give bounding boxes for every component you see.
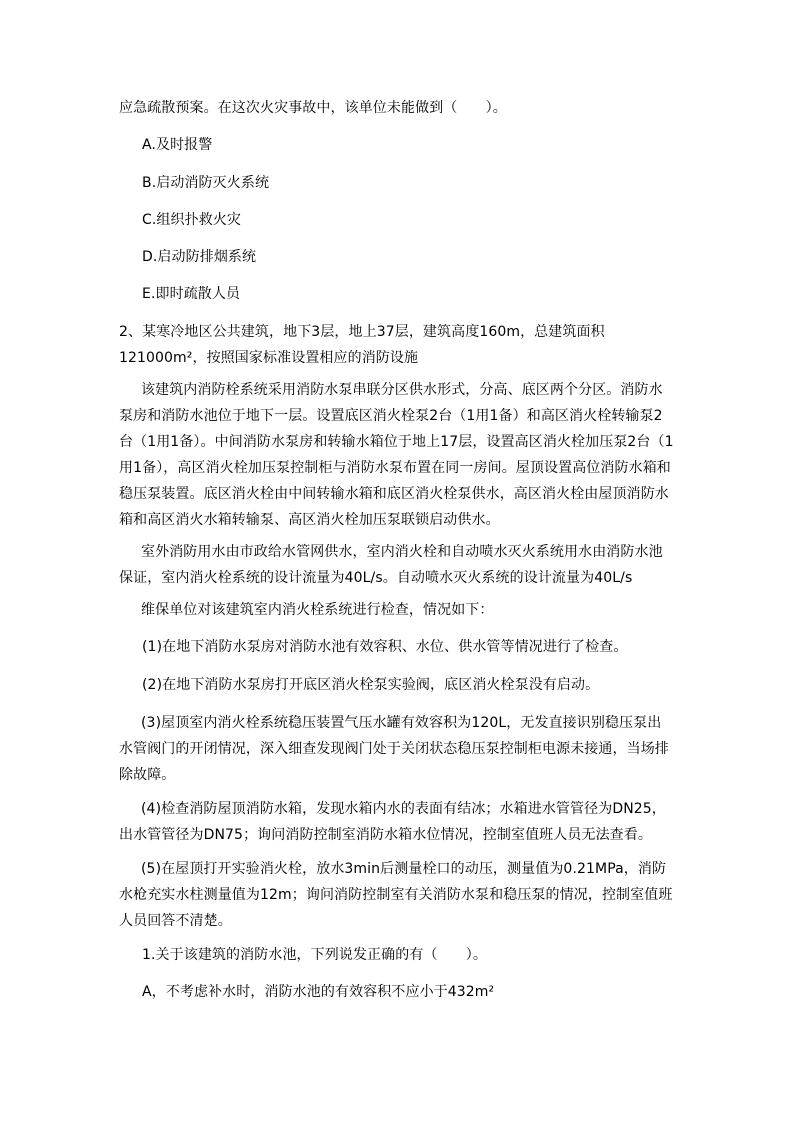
option-e: E.即时疏散人员: [142, 286, 241, 302]
inspection-item-5: (5)在屋顶打开实验消火栓，放水3min后测量栓口的动压，测量值为0.21MPa，消防水枪充实水柱测量值为12m；询问消防控制室有关消防水泵和稳压泵的情况，控制室值班人员回答不清楚。: [119, 861, 673, 929]
case2-paragraph-water-supply: 室外消防用水由市政给水管网供水，室内消火栓和自动喷水灭火系统用水由消防水池保证，室内消火栓系统的设计流量为40L/s。自动喷水灭火系统的设计流量为40L/s: [119, 544, 663, 586]
inspection-item-1: (1)在地下消防水泵房对消防水池有效容积、水位、供水管等情况进行了检查。: [142, 639, 628, 655]
case2-paragraph-inspection-intro: 维保单位对该建筑室内消火栓系统进行检查，情况如下：: [141, 602, 494, 618]
inspection-item-2: (2)在地下消防水泵房打开底区消火栓泵实验阀，底区消火栓泵没有启动。: [142, 677, 600, 693]
option-c: C.组织扑救火灾: [142, 212, 242, 228]
option-a: A.及时报警: [142, 137, 213, 153]
inspection-item-4: (4)检查消防屋顶消防水箱，发现水箱内水的表面有结冰；水箱进水管管径为DN25，出水管管径为DN75；询问消防控制室消防水箱水位情况，控制室值班人员无法查看。: [119, 801, 666, 843]
inspection-item-3: (3)屋顶室内消火栓系统稳压装置气压水罐有效容积为120L，无发直接识别稳压泵出水管阀门的开闭情况，深入细查发现阀门处于关闭状态稳压泵控制柜电源未接通，当场排除故障。: [119, 715, 669, 783]
case2-heading: 2、某寒冷地区公共建筑，地下3层，地上37层，建筑高度160m，总建筑面积121000m²，按照国家标准设置相应的消防设施: [119, 324, 605, 366]
question-1-option-a: A，不考虑补水时，消防水池的有效容积不应小于432m²: [142, 984, 495, 1000]
option-b: B.启动消防灭火系统: [142, 175, 270, 191]
case2-paragraph-system: 该建筑内消防栓系统采用消防水泵串联分区供水形式，分高、底区两个分区。消防水泵房和消防水池位于地下一层。设置底区消火栓泵2台（1用1备）和高区消火栓转输泵2台（1用1备）。中间消防水泵房和转输水箱位于地上17层，设置高区消火栓加压泵2台（1用1备），高区消火栓加压泵控制柜与消防水泵布置在同一房间。屋顶设置高位消防水箱和稳压泵装置。底区消火栓由中间转输水箱和底区消火栓泵供水，高区消火栓由屋顶消防水箱和高区消火水箱转输泵、高区消火栓加压泵联锁启动供水。: [119, 382, 674, 528]
intro-tail-text: 应急疏散预案。在这次火灾事故中，该单位未能做到（ ）。: [119, 100, 507, 116]
question-1: 1.关于该建筑的消防水池，下列说发正确的有（ ）。: [142, 947, 487, 963]
option-d: D.启动防排烟系统: [142, 249, 257, 265]
